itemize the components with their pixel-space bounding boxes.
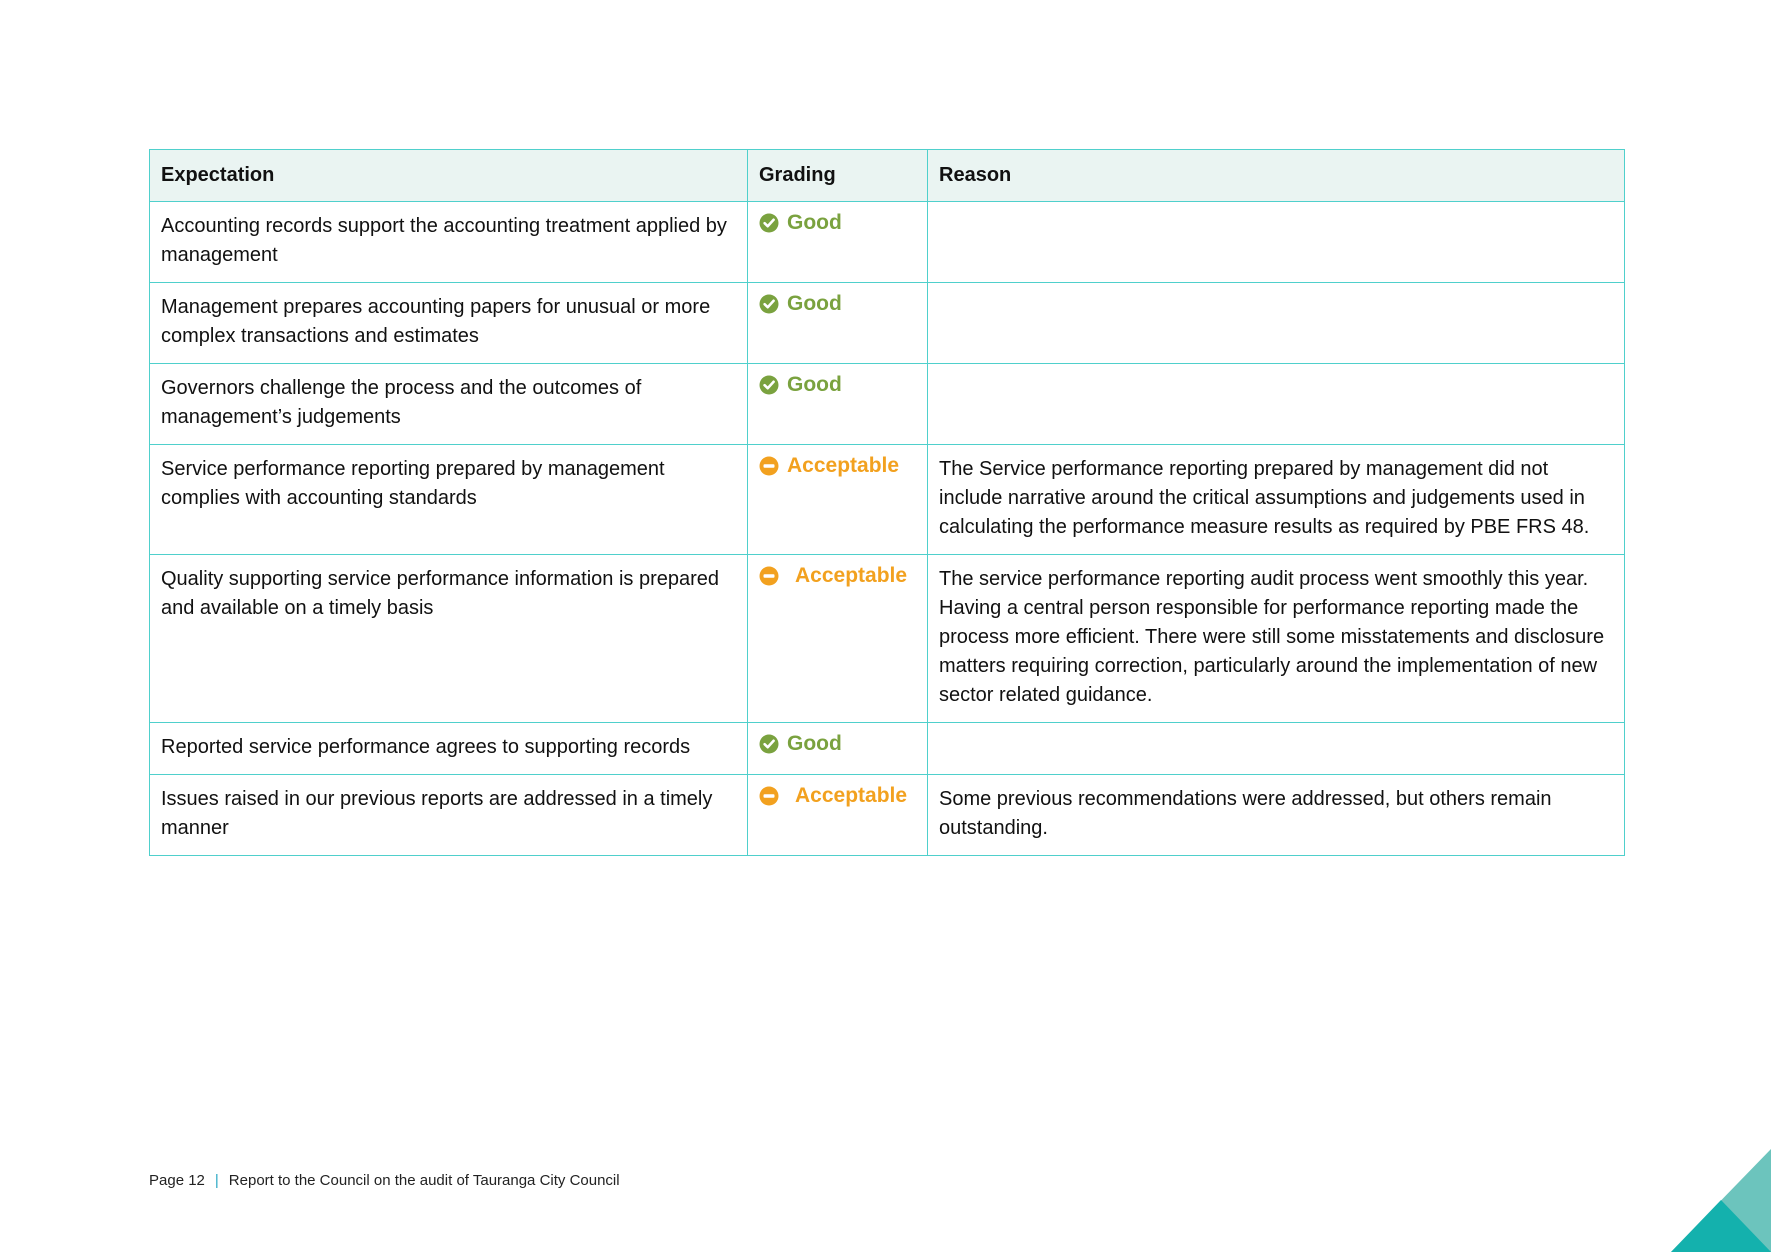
reason-cell: The service performance reporting audit process went smoothly this year. Having a central person responsible for performance reporting made the process more efficient. There were still some misstatements and disclosure matters requiring correction, particularly around the implementation of new sector related guidance. — [928, 555, 1625, 723]
grade-badge — [759, 731, 917, 757]
reason-cell — [928, 364, 1625, 445]
check-circle-icon — [759, 213, 779, 233]
grade-badge — [759, 291, 917, 317]
table-row — [150, 723, 1625, 775]
grading-cell — [748, 202, 928, 283]
minus-circle-icon — [759, 456, 779, 476]
grade-label: Good — [787, 373, 842, 396]
page-footer — [149, 1172, 620, 1189]
header-expectation: Expectation — [150, 150, 748, 202]
grade-badge — [759, 453, 917, 479]
reason-cell: The Service performance reporting prepared by management did not include narrative around the critical assumptions and judgements used in calculating the performance measure results as required by PBE FRS 48. — [928, 445, 1625, 555]
grading-cell — [748, 555, 928, 723]
grade-label: Acceptable — [795, 784, 908, 807]
grading-cell — [748, 723, 928, 775]
grading-cell — [748, 445, 928, 555]
expectation-cell: Governors challenge the process and the outcomes of management’s judgements — [150, 364, 748, 445]
header-grading: Grading — [748, 150, 928, 202]
grade-badge — [759, 210, 917, 236]
expectation-cell: Accounting records support the accounting treatment applied by management — [150, 202, 748, 283]
expectation-cell: Reported service performance agrees to supporting records — [150, 723, 748, 775]
reason-cell — [928, 723, 1625, 775]
check-circle-icon — [759, 375, 779, 395]
table-row — [150, 364, 1625, 445]
table-row — [150, 775, 1625, 856]
grading-table — [149, 149, 1625, 856]
grading-cell — [748, 364, 928, 445]
table-row — [150, 283, 1625, 364]
reason-cell — [928, 202, 1625, 283]
page-number: Page 12 — [149, 1172, 205, 1189]
expectation-cell: Issues raised in our previous reports are addressed in a timely manner — [150, 775, 748, 856]
grade-label: Good — [787, 292, 842, 315]
table-row — [150, 202, 1625, 283]
check-circle-icon — [759, 734, 779, 754]
header-reason: Reason — [928, 150, 1625, 202]
expectation-cell: Management prepares accounting papers for unusual or more complex transactions and estimates — [150, 283, 748, 364]
grade-label: Acceptable — [787, 454, 900, 477]
reason-cell — [928, 283, 1625, 364]
corner-triangle-decoration — [1671, 1149, 1771, 1252]
table-header-row — [150, 150, 1625, 202]
expectation-cell: Service performance reporting prepared by management complies with accounting standards — [150, 445, 748, 555]
reason-cell: Some previous recommendations were addressed, but others remain outstanding. — [928, 775, 1625, 856]
report-title: Report to the Council on the audit of Tauranga City Council — [228, 1172, 620, 1189]
expectation-cell: Quality supporting service performance information is prepared and available on a timely basis — [150, 555, 748, 723]
minus-circle-icon — [759, 566, 779, 586]
grading-cell — [748, 283, 928, 364]
table-row — [150, 445, 1625, 555]
minus-circle-icon — [759, 786, 779, 806]
grading-cell — [748, 775, 928, 856]
grade-label: Good — [787, 732, 842, 755]
grade-label: Acceptable — [795, 564, 908, 587]
footer-separator: | — [214, 1172, 219, 1189]
grade-badge — [759, 783, 917, 809]
grade-badge — [759, 372, 917, 398]
grade-label: Good — [787, 211, 842, 234]
check-circle-icon — [759, 294, 779, 314]
grade-badge — [759, 563, 917, 589]
table-row — [150, 555, 1625, 723]
